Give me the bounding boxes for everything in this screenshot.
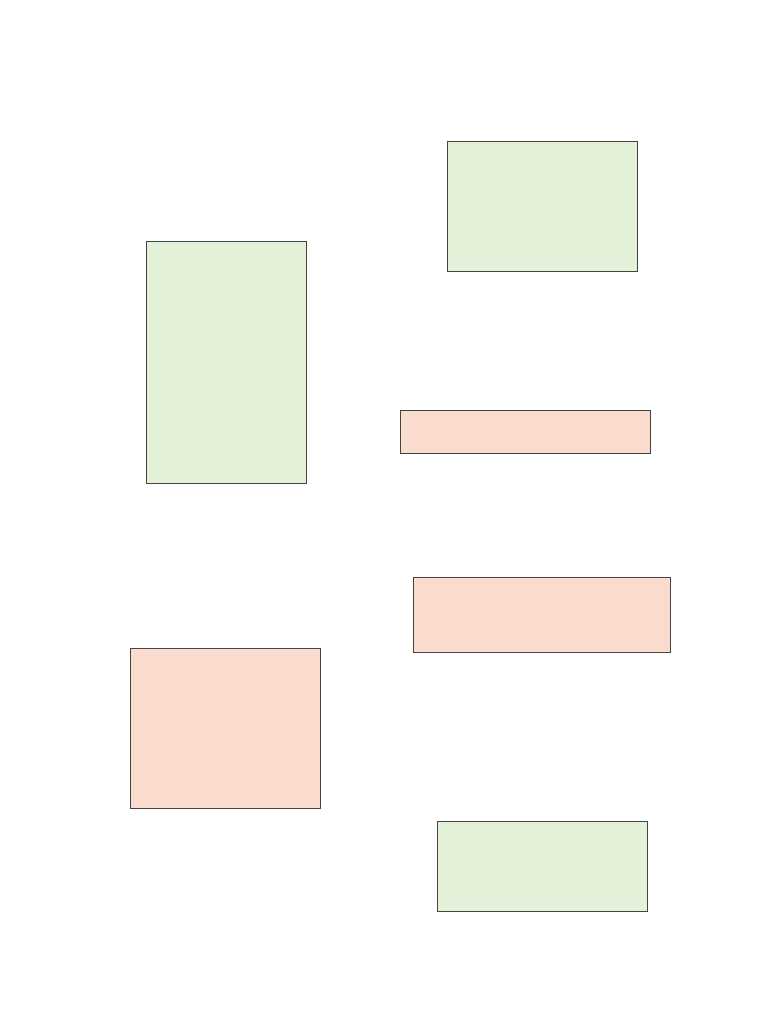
rows-columns-box [130,648,321,809]
column-matrices-box [413,577,671,653]
square-matrices-box [437,821,648,912]
row-matrices-box [400,410,651,454]
examples-box [146,241,307,484]
order-examples-box [447,141,638,272]
